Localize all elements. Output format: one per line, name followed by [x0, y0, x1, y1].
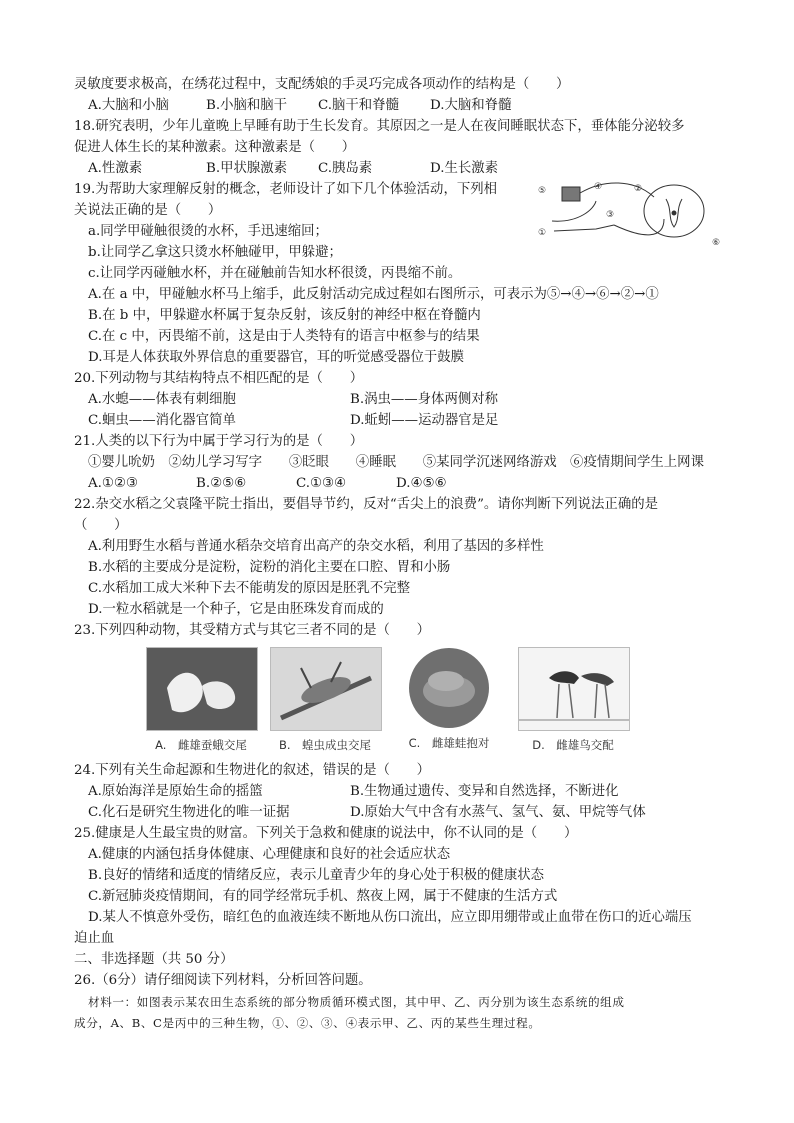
q17-options — [74, 95, 724, 116]
q19-block — [74, 179, 724, 368]
q20-options-row1 — [74, 389, 724, 410]
birds-image — [518, 647, 630, 731]
q23-photo-b — [270, 647, 380, 756]
q19-option-a: A.在 a 中，甲碰触水杯马上缩手，此反射活动完成过程如右图所示，可表示为⑤→④→⑥→②→① — [88, 287, 659, 302]
q18-option-d: D.生长激素 — [430, 161, 499, 176]
q17-option-a: A.大脑和小脑 — [88, 98, 169, 113]
hand-outline — [552, 201, 596, 221]
q24-options-row1 — [74, 781, 724, 802]
q22-option-c: C.水稻加工成大米种下去不能萌发的原因是胚乳不完整 — [88, 581, 411, 596]
q23-caption-c: C. 雌雄蛙抱对 — [408, 736, 490, 750]
q21-option-d: D.④⑤⑥ — [396, 476, 447, 491]
q17-stem-continuation: 灵敏度要求极高，在绣花过程中，支配绣娘的手灵巧完成各项动作的结构是（ ） — [74, 77, 570, 92]
q20-option-d: D.蚯蚓——运动器官是足 — [350, 413, 499, 428]
reflex-arc-diagram — [534, 179, 724, 259]
q24-option-c: C.化石是研究生物进化的唯一证据 — [88, 805, 290, 820]
q23-stem: 23.下列四种动物，其受精方式与其它三者不同的是（ ） — [74, 623, 431, 638]
q18-options — [74, 158, 724, 179]
q23-caption-b: B. 蝗虫成虫交尾 — [278, 738, 372, 752]
q19-activity-a: a.同学甲碰触很烫的水杯，手迅速缩回； — [88, 224, 328, 239]
q23-photo-d — [518, 647, 628, 756]
q26-stem: 26.（6分）请仔细阅读下列材料，分析回答问题。 — [74, 973, 372, 988]
label-2: ② — [634, 184, 643, 194]
q18-option-b: B.甲状腺激素 — [206, 161, 288, 176]
q23-caption-d: D. 雌雄鸟交配 — [532, 738, 614, 752]
q25-option-b: B.良好的情绪和适度的情绪反应，表示儿童青少年的身心处于积极的健康状态 — [88, 868, 544, 883]
label-3: ③ — [606, 210, 615, 220]
receptor-shape — [562, 187, 580, 201]
q24-option-a: A.原始海洋是原始生命的摇篮 — [88, 784, 263, 799]
q22-option-a: A.利用野生水稻与普通水稻杂交培育出高产的杂交水稻，利用了基因的多样性 — [88, 539, 544, 554]
q18-stem-line2: 促进人体生长的某种激素。这种激素是（ ） — [74, 140, 356, 155]
q19-activity-c: c.让同学丙碰触水杯，并在碰触前告知水杯很烫，丙畏缩不前。 — [88, 266, 462, 281]
q23-photo-c — [394, 647, 504, 756]
q18-option-c: C.胰岛素 — [318, 161, 373, 176]
q20-option-b: B.涡虫——身体两侧对称 — [350, 392, 499, 407]
q21-option-a: A.①②③ — [88, 476, 138, 491]
q26-material-line1: 材料一：如图表示某农田生态系统的部分物质循环模式图，其中甲、乙、丙分别为该生态系统的组成 — [88, 995, 625, 1009]
q19-option-d: D.耳是人体获取外界信息的重要器官，耳的听觉感受器位于鼓膜 — [88, 350, 465, 365]
q19-activity-b: b.让同学乙拿这只烫水杯触碰甲，甲躲避； — [88, 245, 342, 260]
q19-stem-line1: 19.为帮助大家理解反射的概念，老师设计了如下几个体验活动，下列相 — [74, 182, 498, 197]
q24-options-row2 — [74, 802, 724, 823]
q23-photo-row — [146, 647, 724, 756]
q25-option-a: A.健康的内涵包括身体健康、心理健康和良好的社会适应状态 — [88, 847, 451, 862]
q20-stem: 20.下列动物与其结构特点不相匹配的是（ ） — [74, 371, 364, 386]
q23-photo-a — [146, 647, 256, 756]
q19-option-b: B.在 b 中，甲躲避水杯属于复杂反射，该反射的神经中枢在脊髓内 — [88, 308, 481, 323]
q22-option-d: D.一粒水稻就是一个种子，它是由胚珠发育而成的 — [88, 602, 384, 617]
q23-caption-a: A. 雌雄蚕蛾交尾 — [155, 738, 247, 752]
q17-option-d: D.大脑和脊髓 — [430, 98, 512, 113]
q17-option-c: C.脑干和脊髓 — [318, 98, 399, 113]
q21-stem: 21.人类的以下行为中属于学习行为的是（ ） — [74, 434, 364, 449]
q17-option-b: B.小脑和脑干 — [206, 98, 288, 113]
section-2-heading: 二、非选择题（共 50 分） — [74, 952, 234, 967]
q19-option-c: C.在 c 中，丙畏缩不前，这是由于人类特有的语言中枢参与的结果 — [88, 329, 480, 344]
q20-option-c: C.蛔虫——消化器官简单 — [88, 413, 236, 428]
q22-stem-line1: 22.杂交水稻之父袁隆平院士指出，要倡导节约，反对“舌尖上的浪费”。请你判断下列说法正确的是 — [74, 497, 658, 512]
q21-items: ①婴儿吮奶 ②幼儿学习写字 ③眨眼 ④睡眠 ⑤某同学沉迷网络游戏 ⑥疫情期间学生上网课 — [88, 455, 704, 470]
label-6: ⑥ — [712, 238, 721, 248]
q24-option-b: B.生物通过遗传、变异和自然选择，不断进化 — [350, 784, 619, 799]
forearm-outline — [554, 225, 614, 231]
q25-option-d-line1: D.某人不慎意外受伤，暗红色的血液连续不断地从伤口流出，应立即用绷带或止血带在伤口的近心端压 — [88, 910, 692, 925]
q21-options — [74, 473, 724, 494]
q20-options-row2 — [74, 410, 724, 431]
afferent-nerve — [580, 183, 654, 197]
q25-option-d-line2: 迫止血 — [74, 931, 115, 946]
exam-page — [74, 74, 724, 1033]
central-canal — [672, 211, 676, 215]
q21-option-b: B.②⑤⑥ — [196, 476, 247, 491]
q25-option-c: C.新冠肺炎疫情期间，有的同学经常玩手机、熬夜上网，属于不健康的生活方式 — [88, 889, 558, 904]
q18-stem-line1: 18.研究表明，少年儿童晚上早睡有助于生长发育。其原因之一是人在夜间睡眠状态下，垂体能分泌较多 — [74, 119, 685, 134]
label-1: ① — [538, 228, 547, 238]
locust-image — [270, 647, 382, 731]
q24-stem: 24.下列有关生命起源和生物进化的叙述，错误的是（ ） — [74, 763, 431, 778]
q19-stem-line2: 关说法正确的是（ ） — [74, 203, 222, 218]
frog-image — [394, 647, 504, 729]
q22-stem-line2: （ ） — [74, 518, 128, 533]
q21-option-c: C.①③④ — [296, 476, 347, 491]
label-5: ⑤ — [538, 186, 547, 196]
q24-option-d: D.原始大气中含有水蒸气、氢气、氨、甲烷等气体 — [350, 805, 646, 820]
label-4: ④ — [594, 182, 603, 192]
q22-option-b: B.水稻的主要成分是淀粉，淀粉的消化主要在口腔、胃和小肠 — [88, 560, 451, 575]
q26-material-line2: 成分，A、B、C是丙中的三种生物，①、②、③、④表示甲、乙、丙的某些生理过程。 — [74, 1016, 541, 1030]
silkmoth-image — [146, 647, 258, 731]
q20-option-a: A.水螅——体表有刺细胞 — [88, 392, 236, 407]
q25-stem: 25.健康是人生最宝贵的财富。下列关于急救和健康的说法中，你不认同的是（ ） — [74, 826, 578, 841]
q18-option-a: A.性激素 — [88, 161, 143, 176]
